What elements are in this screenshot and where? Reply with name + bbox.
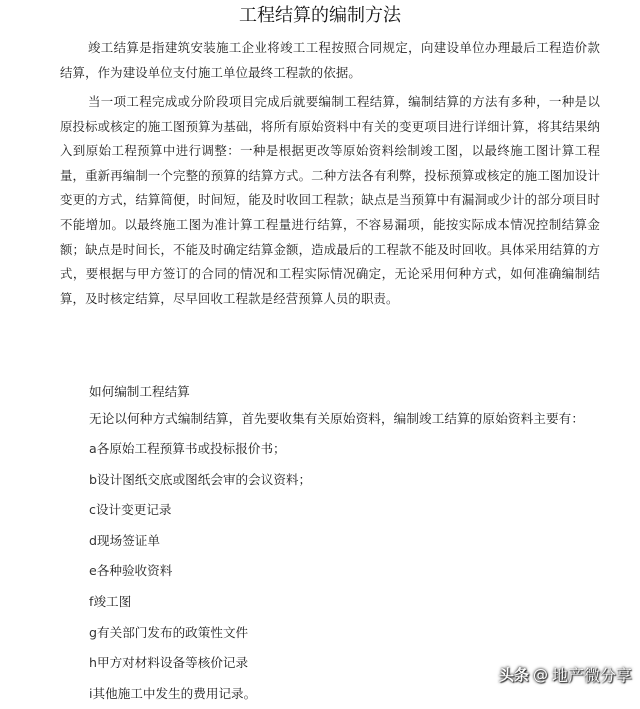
list-item-letter: a [89, 441, 97, 456]
list-item [89, 495, 311, 526]
list-item-text: 各原始工程预算书或投标报价书； [96, 441, 286, 456]
material-list [89, 434, 311, 709]
section-heading: 如何编制工程结算 [89, 384, 190, 399]
list-item [89, 587, 311, 618]
list-item-text: 设计图纸交底或图纸会审的会议资料； [97, 471, 312, 487]
list-item-letter: d [89, 532, 97, 548]
list-item-letter: g [89, 624, 97, 640]
watermark [499, 663, 632, 686]
paragraph-definition: 竣工结算是指建筑安装施工企业将竣工工程按照合同规定，向建设单位办理最后工程造价款结算，作为建设单位支付施工单位最终工程款的依据。 [60, 40, 600, 80]
list-item-letter: h [89, 655, 97, 671]
list-item [89, 434, 311, 465]
list-item-text: 各种验收资料 [96, 563, 173, 579]
list-item [89, 526, 311, 557]
page-title: 工程结算的编制方法 [239, 5, 401, 26]
list-item-text: 有关部门发布的政策性文件 [97, 624, 249, 640]
list-item-letter: e [89, 563, 97, 579]
list-item [89, 618, 311, 649]
list-item [89, 465, 311, 496]
list-item [89, 556, 311, 587]
list-item-letter: b [89, 471, 97, 487]
section-intro: 无论以何种方式编制结算，首先要收集有关原始资料，编制竣工结算的原始资料主要有： [89, 411, 585, 426]
list-item-text: 其他施工中发生的费用记录。 [92, 685, 257, 701]
list-item-text: 竣工图 [93, 593, 132, 609]
list-item-text: 甲方对材料设备等核价记录 [96, 655, 249, 671]
list-item-letter: i [89, 685, 93, 701]
list-item-text: 设计变更记录 [95, 502, 172, 518]
watermark-platform-logo: 头条 [498, 666, 529, 684]
watermark-at-sign: @ [532, 665, 548, 684]
list-item [89, 648, 311, 679]
list-item-letter: f [89, 593, 94, 609]
watermark-account: 地产微分享 [551, 666, 632, 685]
list-item [89, 679, 311, 709]
paragraph-methods: 当一项工程完成或分阶段项目完成后就要编制工程结算，编制结算的方法有多种，一种是以原投标或核定的施工图预算为基础，将所有原始资料中有关的变更项目进行详细计算，将其结果纳入到原始工程预算中进行调整：一种是根据更改等原始资料绘制竣工图，以最终施工图计算工程量，重新再编制一个完整的预算的结算方式。二种方法各有利弊，投标预算或核定的施工图加设计变更的方式，结算简便，时间短，能及时收回工程款；缺点是当预算中有漏洞或少计的部分项目时不能增加。以最终施工图为准计算工程量进行结算，不容易漏项，能按实际成本情况控制结算金额；缺点是时间长，不能及时确定结算金额，造成最后的工程款不能及时回收。具体采用结算的方式，要根据与甲方签订的合同的情况和工程实际情况确定，无论采用何种方式，如何准确编制结算，及时核定结算，尽早回收工程款是经营预算人员的职责。 [60, 94, 600, 306]
list-item-text: 现场签证单 [97, 532, 160, 548]
list-item-letter: c [89, 502, 96, 518]
